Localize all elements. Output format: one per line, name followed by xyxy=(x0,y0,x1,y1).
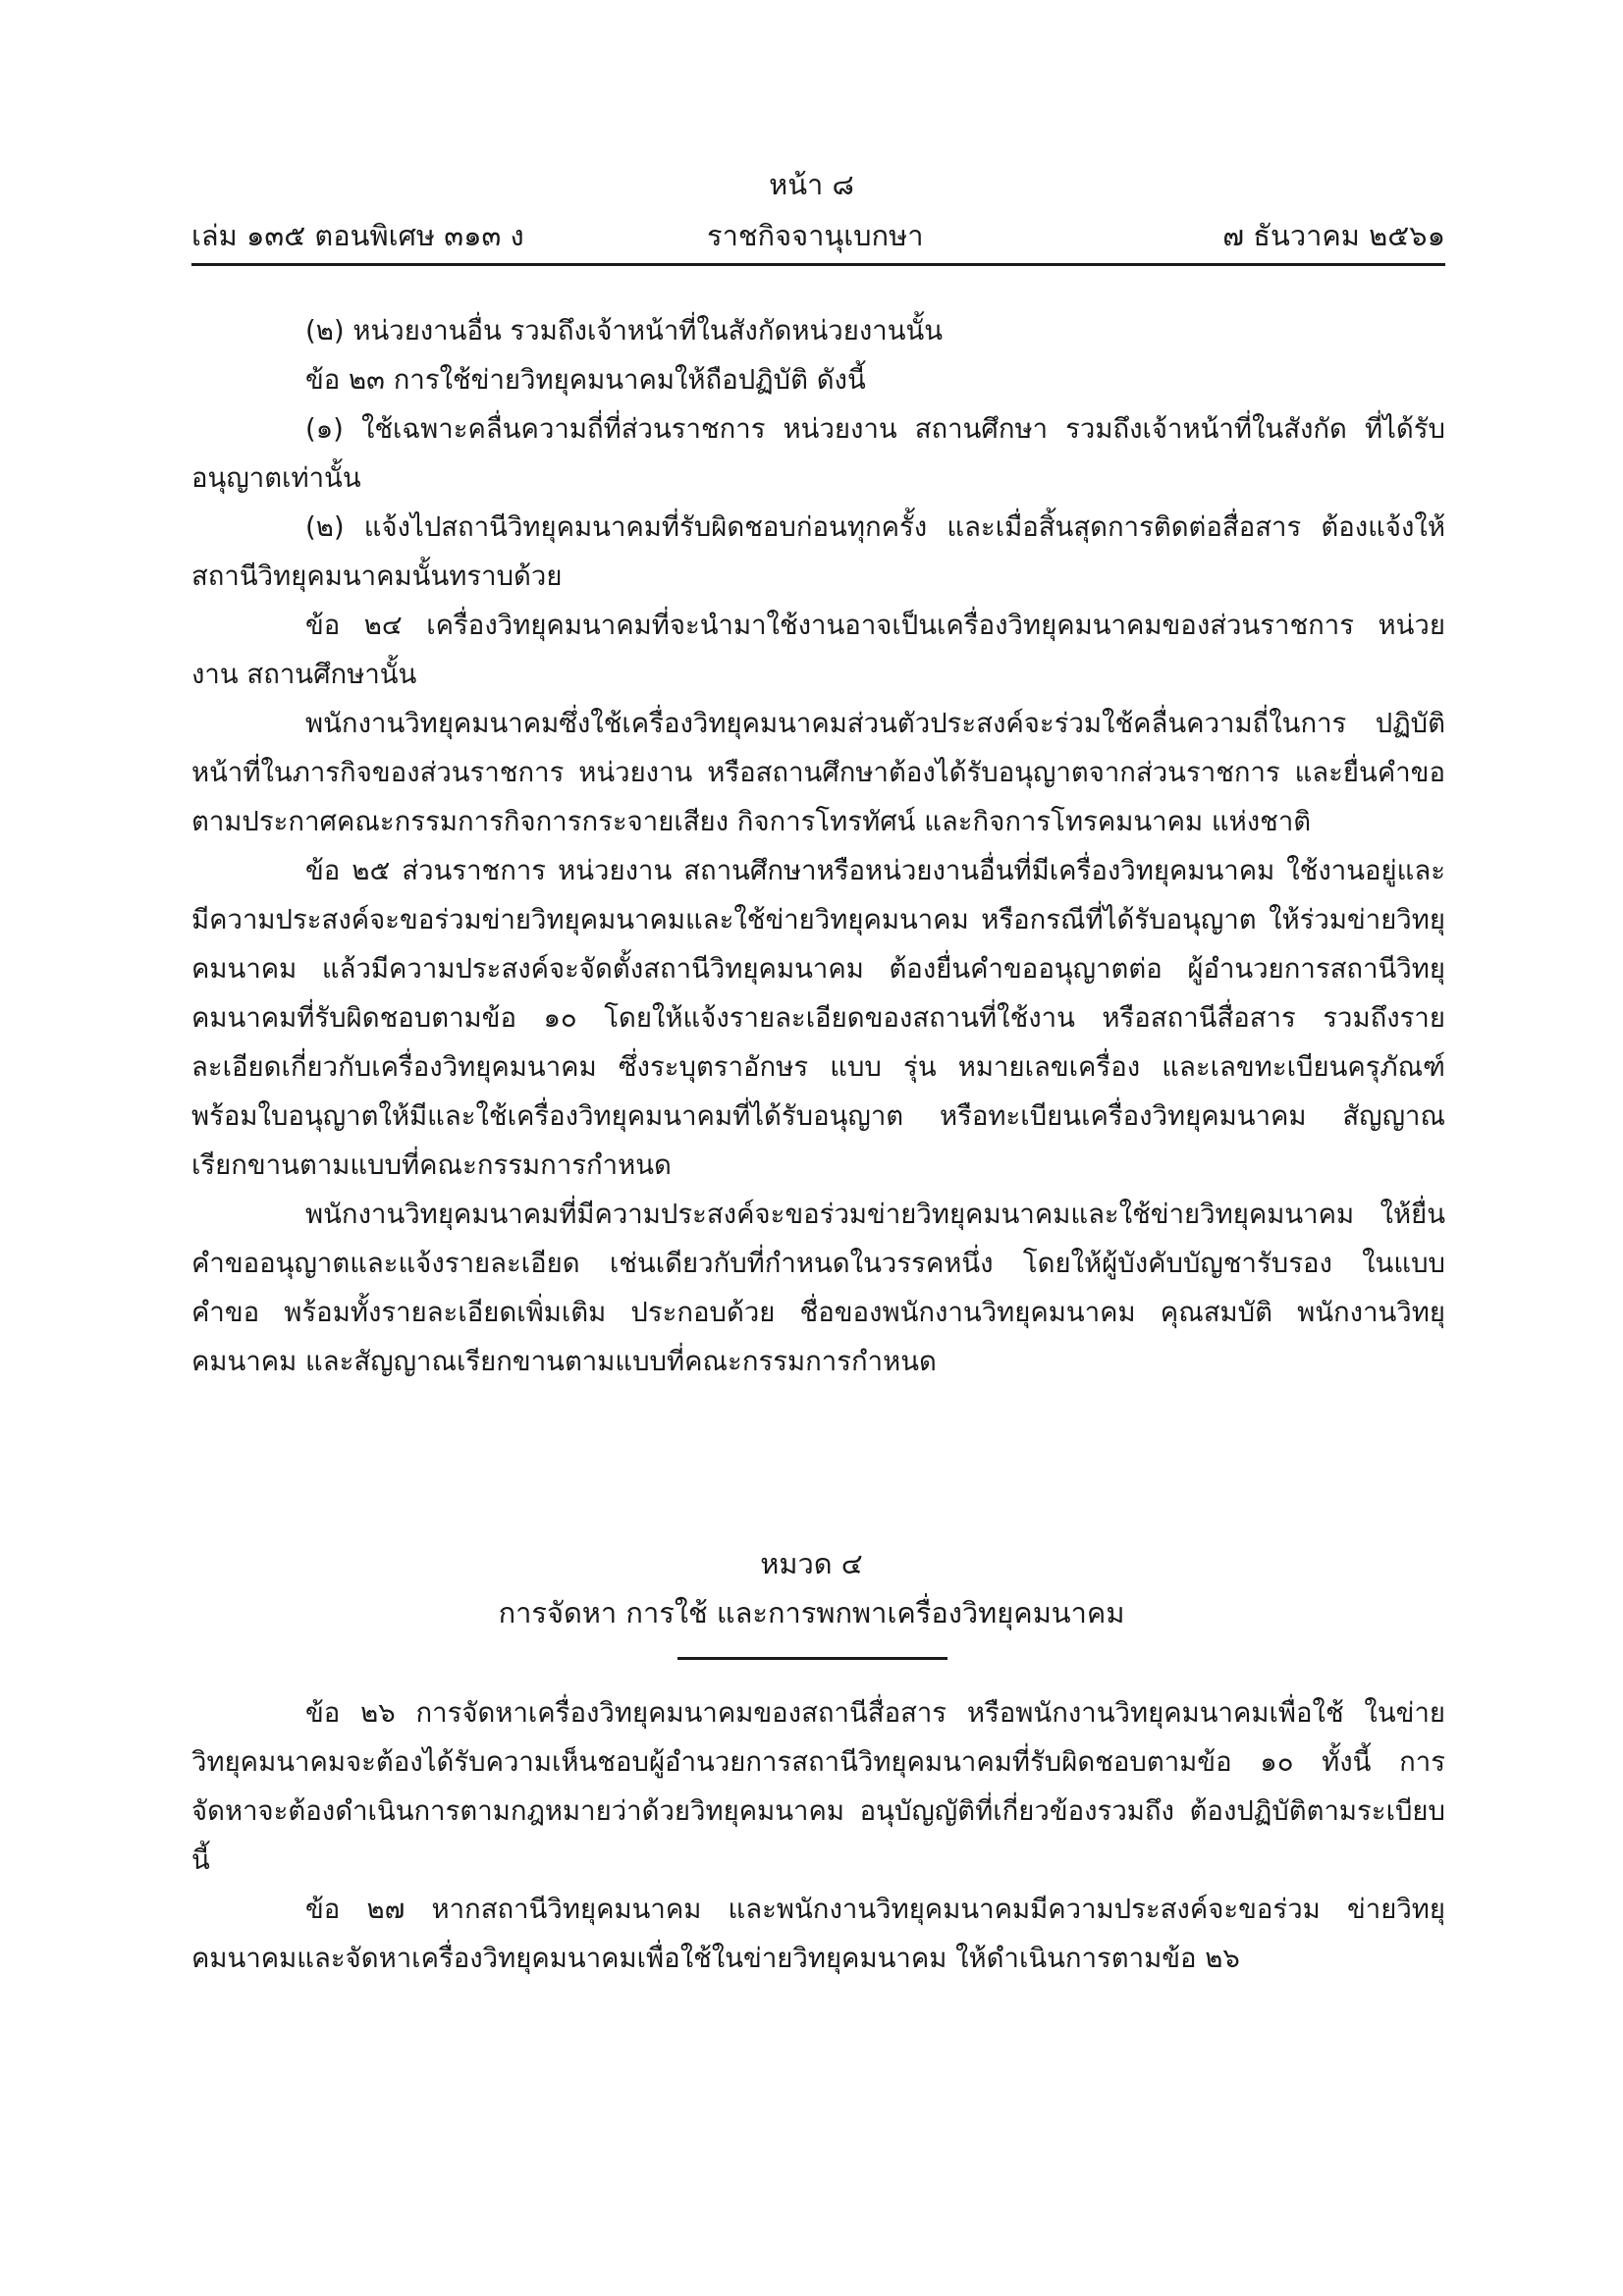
paragraph: พนักงานวิทยุคมนาคมซึ่งใช้เครื่องวิทยุคมนาคมส่วนตัวประสงค์จะร่วมใช้คลื่นความถี่ในการ ปฏิบัติหน้าที่ในภารกิจของส่วนราชการ หน่วยงาน หรือสถานศึกษาต้องได้รับอนุญาตจากส่วนราชการ และยื่นคำขอตามประกาศคณะกรรมการกิจการกระจายเสียง กิจการโทรทัศน์ และกิจการโทรคมนาคม แห่งชาติ xyxy=(191,708,1445,837)
chapter-divider xyxy=(677,1657,947,1660)
paragraph: ข้อ ๒๕ ส่วนราชการ หน่วยงาน สถานศึกษาหรือหน่วยงานอื่นที่มีเครื่องวิทยุคมนาคม ใช้งานอยู่และมีความประสงค์จะขอร่วมข่ายวิทยุคมนาคมและใช้ข่ายวิทยุคมนาคม หรือกรณีที่ได้รับอนุญาต ให้ร่วมข่ายวิทยุคมนาคม แล้วมีความประสงค์จะจัดตั้งสถานีวิทยุคมนาคม ต้องยื่นคำขออนุญาตต่อ ผู้อำนวยการสถานีวิทยุคมนาคมที่รับผิดชอบตามข้อ ๑๐ โดยให้แจ้งรายละเอียดของสถานที่ใช้งาน หรือสถานีสื่อสาร รวมถึงรายละเอียดเกี่ยวกับเครื่องวิทยุคมนาคม ซึ่งระบุตราอักษร แบบ รุ่น หมายเลขเครื่อง และเลขทะเบียนครุภัณฑ์ พร้อมใบอนุญาตให้มีและใช้เครื่องวิทยุคมนาคมที่ได้รับอนุญาต หรือทะเบียนเครื่องวิทยุคมนาคม สัญญาณเรียกขานตามแบบที่คณะกรรมการกำหนด xyxy=(191,855,1445,1181)
paragraph: พนักงานวิทยุคมนาคมที่มีความประสงค์จะขอร่วมข่ายวิทยุคมนาคมและใช้ข่ายวิทยุคมนาคม ให้ยื่นคำขออนุญาตและแจ้งรายละเอียด เช่นเดียวกับที่กำหนดในวรรคหนึ่ง โดยให้ผู้บังคับบัญชารับรอง ในแบบคำขอ พร้อมทั้งรายละเอียดเพิ่มเติม ประกอบด้วย ชื่อของพนักงานวิทยุคมนาคม คุณสมบัติ พนักงานวิทยุคมนาคม และสัญญาณเรียกขานตามแบบที่คณะกรรมการกำหนด xyxy=(191,1199,1445,1377)
gazette-title: ราชกิจจานุเบกษา xyxy=(707,219,924,252)
body-text-top xyxy=(191,306,1445,1386)
paragraph: (๑) ใช้เฉพาะคลื่นความถี่ที่ส่วนราชการ หน่วยงาน สถานศึกษา รวมถึงเจ้าหน้าที่ในสังกัด ที่ได้รับอนุญาตเท่านั้น xyxy=(191,413,1445,494)
publication-date: ๗ ธันวาคม ๒๕๖๑ xyxy=(1222,219,1445,252)
page-number: หน้า ๘ xyxy=(769,168,854,201)
paragraph: ข้อ ๒๔ เครื่องวิทยุคมนาคมที่จะนำมาใช้งานอาจเป็นเครื่องวิทยุคมนาคมของส่วนราชการ หน่วยงาน สถานศึกษานั้น xyxy=(191,610,1445,690)
chapter-title: การจัดหา การใช้ และการพกพาเครื่องวิทยุคมนาคม xyxy=(498,1596,1125,1629)
chapter-number: หมวด ๔ xyxy=(760,1547,863,1580)
paragraph: (๒) หน่วยงานอื่น รวมถึงเจ้าหน้าที่ในสังกัดหน่วยงานนั้น xyxy=(305,315,944,347)
body-text-bottom xyxy=(191,1688,1445,1983)
volume-issue: เล่ม ๑๓๕ ตอนพิเศษ ๓๑๓ ง xyxy=(191,219,524,252)
paragraph: ข้อ ๒๓ การใช้ข่ายวิทยุคมนาคมให้ถือปฏิบัติ ดังนี้ xyxy=(305,364,866,396)
paragraph: (๒) แจ้งไปสถานีวิทยุคมนาคมที่รับผิดชอบก่อนทุกครั้ง และเมื่อสิ้นสุดการติดต่อสื่อสาร ต้องแจ้งให้สถานีวิทยุคมนาคมนั้นทราบด้วย xyxy=(191,511,1445,592)
gazette-header xyxy=(191,214,1445,257)
paragraph: ข้อ ๒๗ หากสถานีวิทยุคมนาคม และพนักงานวิทยุคมนาคมมีความประสงค์จะขอร่วม ข่ายวิทยุคมนาคมและจัดหาเครื่องวิทยุคมนาคมเพื่อใช้ในข่ายวิทยุคมนาคม ให้ดำเนินการตามข้อ ๒๖ xyxy=(191,1894,1445,1974)
header-divider xyxy=(191,263,1445,266)
paragraph: ข้อ ๒๖ การจัดหาเครื่องวิทยุคมนาคมของสถานีสื่อสาร หรือพนักงานวิทยุคมนาคมเพื่อใช้ ในข่ายวิทยุคมนาคมจะต้องได้รับความเห็นชอบผู้อำนวยการสถานีวิทยุคมนาคมที่รับผิดชอบตามข้อ ๑๐ ทั้งนี้ การจัดหาจะต้องดำเนินการตามกฎหมายว่าด้วยวิทยุคมนาคม อนุบัญญัติที่เกี่ยวข้องรวมถึง ต้องปฏิบัติตามระเบียบนี้ xyxy=(191,1697,1445,1876)
